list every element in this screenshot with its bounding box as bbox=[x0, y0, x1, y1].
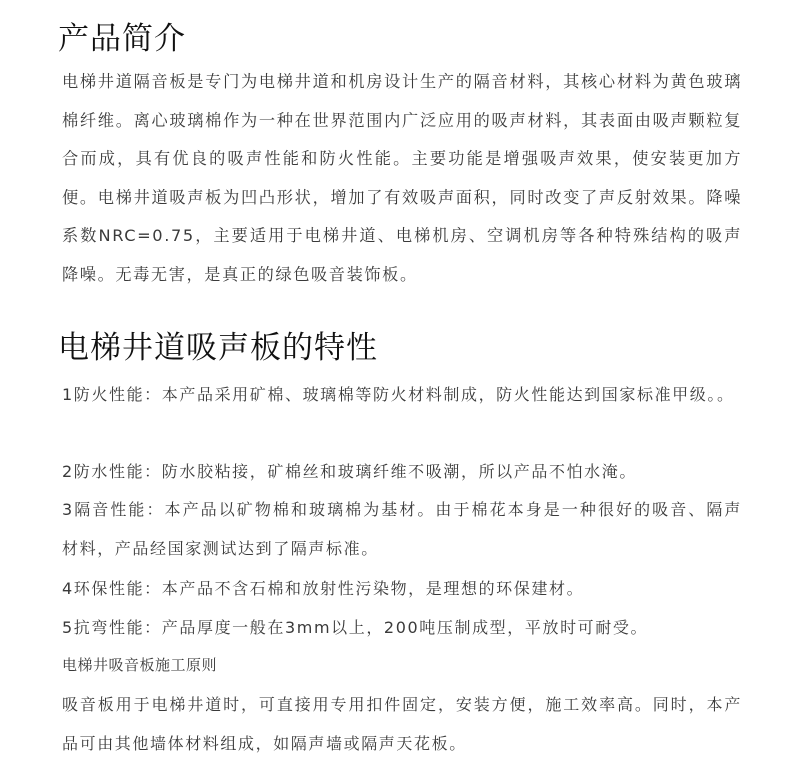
feature-item-water: 2防水性能：防水胶粘接，矿棉丝和玻璃纤维不吸潮，所以产品不怕水淹。 bbox=[62, 462, 637, 481]
intro-title: 产品简介 bbox=[58, 21, 186, 57]
feature-item-bending: 5抗弯性能：产品厚度一般在3mm以上，200吨压制成型，平放时可耐受。 bbox=[62, 618, 649, 637]
intro-paragraph: 电梯井道隔音板是专门为电梯井道和机房设计生产的隔音材料，其核心材料为黄色玻璃棉纤维。离心玻璃棉作为一种在世界范围内广泛应用的吸声材料，其表面由吸声颗粒复合而成，具有优良的吸声性能和防火性能。主要功能是增强吸声效果，使安装更加方便。电梯井道吸声板为凹凸形状，增加了有效吸声面积，同时改变了声反射效果。降噪系数NRC=0.75，主要适用于电梯井道、电梯机房、空调机房等各种特殊结构的吸声降噪。无毒无害，是真正的绿色吸音装饰板。 bbox=[62, 72, 742, 284]
construction-paragraph: 吸音板用于电梯井道时，可直接用专用扣件固定，安装方便，施工效率高。同时，本产品可由其他墙体材料组成，如隔声墙或隔声天花板。 bbox=[62, 695, 742, 753]
features-title: 电梯井道吸声板的特性 bbox=[58, 330, 378, 366]
feature-item-fire: 1防火性能：本产品采用矿棉、玻璃棉等防火材料制成，防火性能达到国家标准甲级。。 bbox=[62, 385, 735, 404]
construction-title: 电梯井吸音板施工原则 bbox=[62, 656, 218, 674]
feature-item-sound: 3隔音性能：本产品以矿物棉和玻璃棉为基材。由于棉花本身是一种很好的吸音、隔声材料，产品经国家测试达到了隔声标准。 bbox=[62, 500, 742, 558]
feature-item-eco: 4环保性能：本产品不含石棉和放射性污染物，是理想的环保建材。 bbox=[62, 579, 585, 598]
